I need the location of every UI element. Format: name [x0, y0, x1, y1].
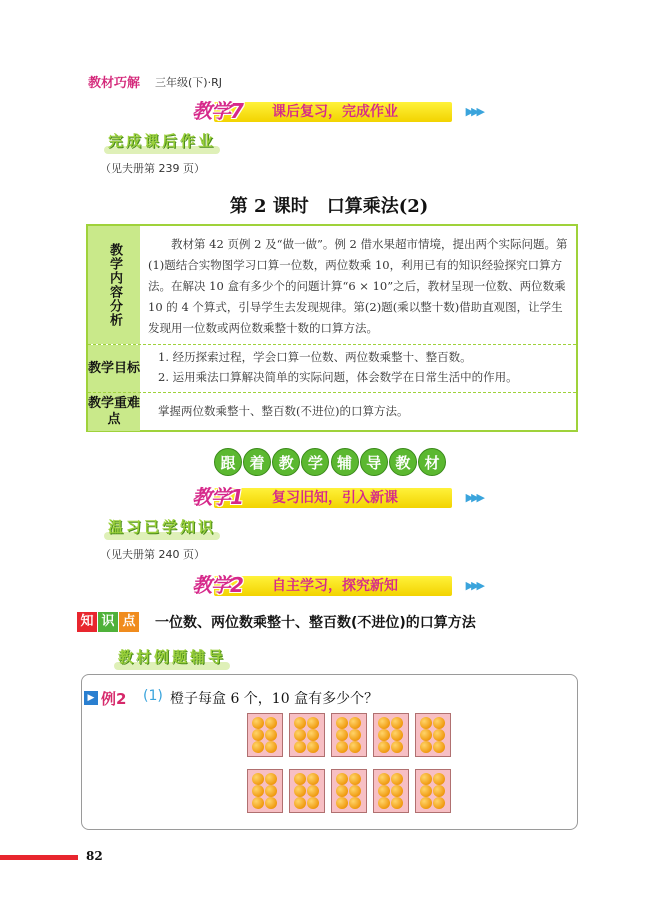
lesson-title: 第 2 课时 口算乘法(2) — [229, 196, 429, 217]
book-brand: 教材巧解 — [88, 76, 141, 91]
orange-icon — [265, 785, 277, 797]
orange-icon — [336, 797, 348, 809]
section-banner-7 — [192, 98, 482, 124]
kp-char: 知 — [77, 612, 97, 632]
banner-title: 自主学习，探究新知 — [272, 578, 398, 594]
orange-box — [331, 713, 367, 757]
orange-icon — [433, 785, 445, 797]
orange-icon — [391, 797, 403, 809]
example-question: 橙子每盒 6 个，10 盒有多少个？ — [170, 691, 379, 707]
orange-box — [331, 769, 367, 813]
knowledge-point-text: 一位数、两位数乘整十、整百数(不进位)的口算方法 — [155, 615, 476, 631]
orange-icon — [294, 797, 306, 809]
orange-box — [373, 713, 409, 757]
banner-title: 课后复习，完成作业 — [272, 104, 398, 120]
homework-reference: （见夫册第 239 页） — [100, 162, 205, 175]
analysis-row — [88, 226, 576, 344]
orange-icon — [378, 741, 390, 753]
orange-icon — [391, 773, 403, 785]
orange-icon — [294, 785, 306, 797]
orange-icon — [252, 797, 264, 809]
guide-char: 导 — [360, 448, 388, 476]
arrows-icon: ▶▶▶ — [465, 491, 482, 504]
orange-icon — [420, 773, 432, 785]
orange-icon — [433, 773, 445, 785]
orange-icon — [252, 773, 264, 785]
orange-icon — [307, 729, 319, 741]
orange-box — [289, 713, 325, 757]
analysis-text: 教材第 42 页例 2 及“做一做”。例 2 借水果超市情境，提出两个实际问题。第(1)题结合实物图学习口算一位数，两位数乘 10，利用已有的知识经验探究口算方法。在解决 10 盒有多少个的问题计算“6 × 10”之后，教材呈现一位数、两位数乘 10 的 4 个算式，引导学生去发现规律。第(2)题(乘以整十数)借助直观图，让学生发现用一位数或两位数乘整十数的口算方法。 — [148, 237, 568, 335]
orange-icon — [349, 773, 361, 785]
guide-char: 辅 — [331, 448, 359, 476]
orange-icon — [336, 785, 348, 797]
orange-icon — [265, 741, 277, 753]
guide-char: 着 — [243, 448, 271, 476]
section-banner-1 — [192, 484, 482, 510]
page-number: 82 — [86, 849, 103, 863]
guide-char: 材 — [418, 448, 446, 476]
orange-icon — [252, 717, 264, 729]
kp-char: 识 — [98, 612, 118, 632]
orange-icon — [336, 741, 348, 753]
example-heading: 教材例题辅导 — [118, 648, 227, 666]
orange-icon — [252, 785, 264, 797]
orange-icon — [252, 729, 264, 741]
analysis-label: 教学内容分析 — [88, 226, 140, 344]
orange-icon — [378, 729, 390, 741]
review-heading: 温习已学知识 — [108, 518, 217, 536]
orange-icon — [294, 717, 306, 729]
arrows-icon: ▶▶▶ — [465, 579, 482, 592]
orange-icon — [378, 773, 390, 785]
orange-icon — [294, 773, 306, 785]
page-bar — [0, 855, 78, 860]
orange-icon — [391, 717, 403, 729]
book-grade: 三年级(下)·RJ — [155, 76, 222, 89]
focus-text: 掌握两位数乘整十、整百数(不进位)的口算方法。 — [158, 404, 409, 418]
guide-char: 教 — [272, 448, 300, 476]
orange-icon — [294, 729, 306, 741]
goals-row — [88, 344, 576, 393]
kp-char: 点 — [119, 612, 139, 632]
orange-icon — [378, 797, 390, 809]
guide-heading — [214, 448, 446, 476]
orange-icon — [307, 741, 319, 753]
focus-row — [88, 392, 576, 431]
knowledge-point-tag — [77, 612, 140, 632]
banner-tag: 教学1 — [192, 485, 243, 509]
orange-icon — [294, 741, 306, 753]
guide-char: 跟 — [214, 448, 242, 476]
orange-icon — [336, 773, 348, 785]
orange-icon — [349, 797, 361, 809]
orange-icon — [349, 741, 361, 753]
orange-icon — [307, 785, 319, 797]
arrows-icon: ▶▶▶ — [465, 105, 482, 118]
orange-icon — [265, 729, 277, 741]
review-reference: （见夫册第 240 页） — [100, 548, 205, 561]
orange-box — [373, 769, 409, 813]
banner-tag: 教学2 — [192, 573, 243, 597]
orange-icon — [420, 785, 432, 797]
orange-box — [247, 769, 283, 813]
orange-icon — [349, 785, 361, 797]
banner-tag: 教学7 — [192, 99, 243, 123]
goals-line-2: 2. 运用乘法口算解决简单的实际问题，体会数学在日常生活中的作用。 — [158, 370, 518, 384]
orange-icon — [265, 773, 277, 785]
orange-icon — [265, 717, 277, 729]
section-banner-2 — [192, 572, 482, 598]
orange-icon — [307, 717, 319, 729]
orange-icon — [420, 741, 432, 753]
orange-box — [415, 769, 451, 813]
orange-icon — [349, 729, 361, 741]
orange-icon — [433, 741, 445, 753]
play-icon: ▶ — [84, 691, 98, 705]
orange-icon — [378, 717, 390, 729]
goals-line-1: 1. 经历探索过程，学会口算一位数、两位数乘整十、整百数。 — [158, 350, 472, 364]
banner-title: 复习旧知，引入新课 — [272, 490, 398, 506]
example-label: 例2 — [101, 690, 127, 708]
orange-icon — [420, 729, 432, 741]
orange-icon — [252, 741, 264, 753]
orange-box — [247, 713, 283, 757]
orange-icon — [433, 797, 445, 809]
orange-icon — [391, 785, 403, 797]
orange-icon — [420, 717, 432, 729]
orange-icon — [265, 797, 277, 809]
orange-icon — [391, 729, 403, 741]
orange-icon — [420, 797, 432, 809]
example-number: (1) — [143, 688, 163, 704]
orange-icon — [336, 729, 348, 741]
orange-icon — [307, 797, 319, 809]
orange-icon — [378, 785, 390, 797]
orange-icon — [336, 717, 348, 729]
guide-char: 学 — [301, 448, 329, 476]
orange-icon — [391, 741, 403, 753]
orange-box — [289, 769, 325, 813]
orange-icon — [349, 717, 361, 729]
focus-label: 教学重难点 — [88, 393, 140, 431]
orange-icon — [433, 717, 445, 729]
goals-label: 教学目标 — [88, 345, 140, 393]
orange-box — [415, 713, 451, 757]
lesson-info-table — [86, 224, 578, 432]
homework-heading: 完成课后作业 — [108, 132, 217, 150]
orange-icon — [307, 773, 319, 785]
orange-icon — [433, 729, 445, 741]
guide-char: 教 — [389, 448, 417, 476]
